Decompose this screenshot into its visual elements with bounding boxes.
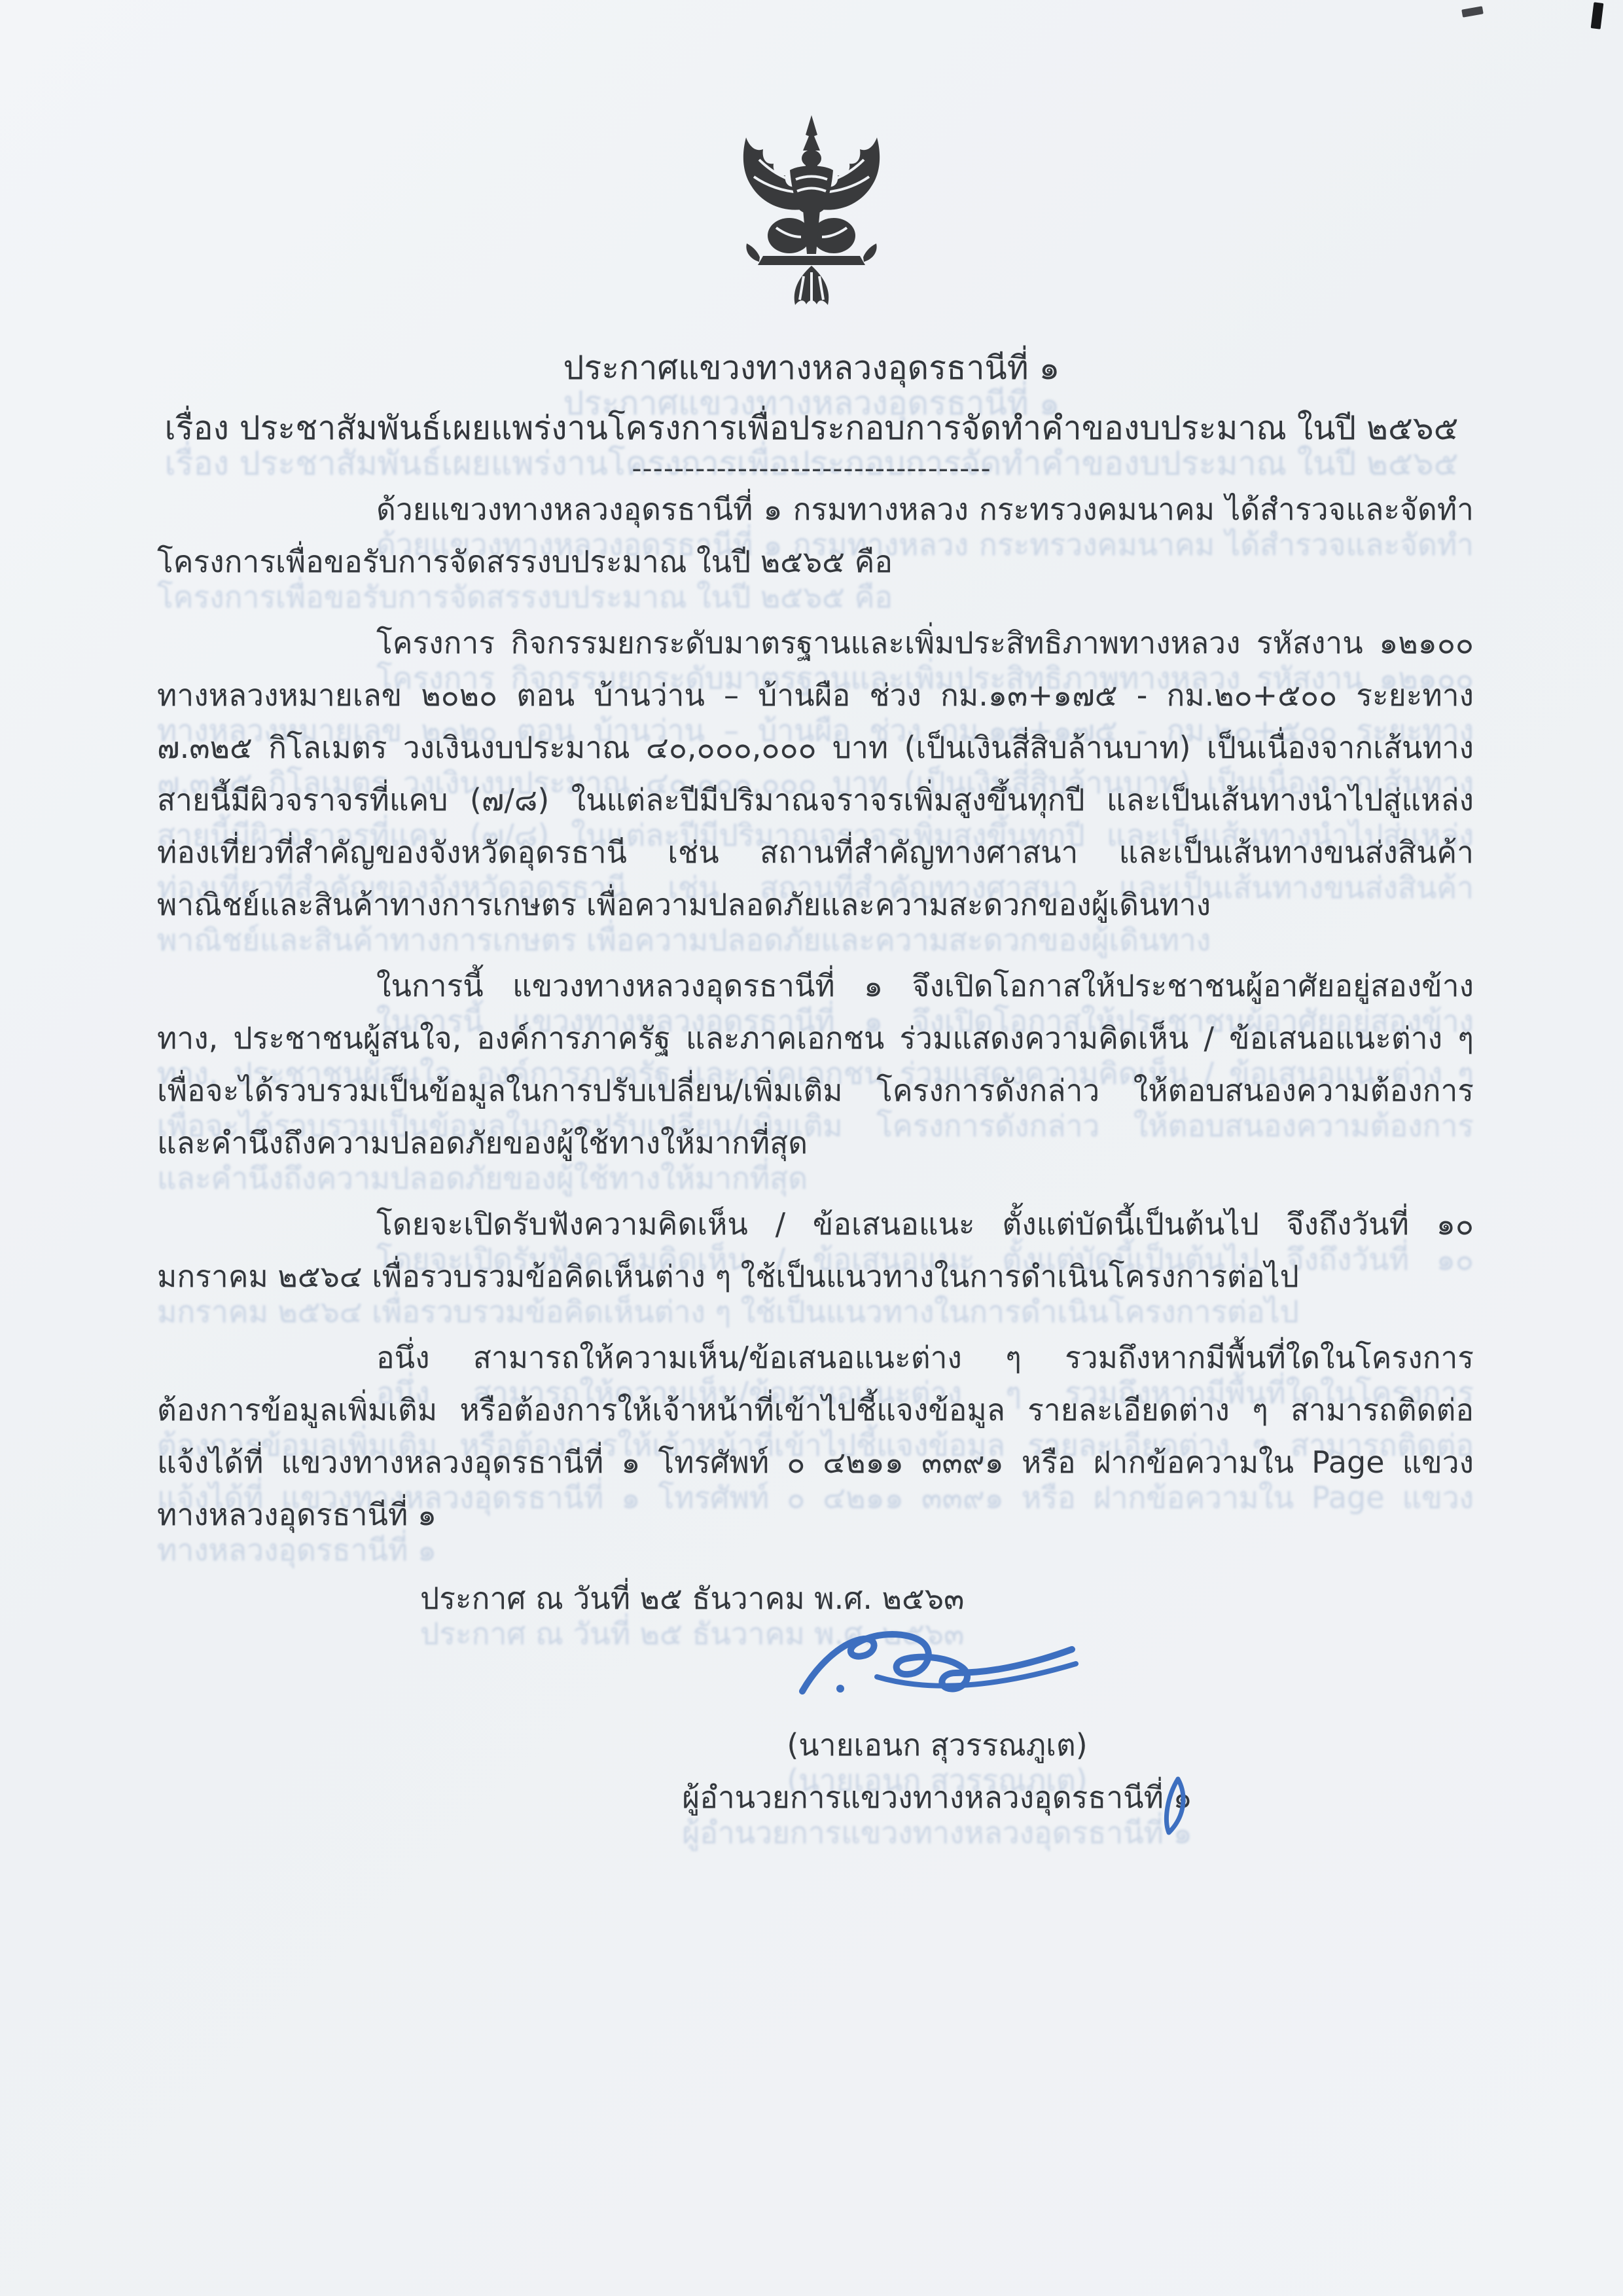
paragraph-public-hearing: ในการนี้ แขวงทางหลวงอุดรธานีที่ ๑ จึงเปิดโอกาสให้ประชาชนผู้อาศัยอยู่สองข้างทาง, ประชาชนผู้สนใจ, องค์การภาครัฐ และภาคเอกชน ร่วมแสดงความคิดเห็น / ข้อเสนอแนะต่าง ๆ เพื่อจะได้รวบรวมเป็นข้อมูลในการปรับเปลี่ยน/เพิ่มเติม โครงการดังกล่าว ให้ตอบสนองความต้องการและคำนึงถึงความปลอดภัยของผู้ใช้ทางให้มากที่สุด (157, 968, 1474, 1160)
document-subject: เรื่อง ประชาสัมพันธ์เผยแพร่งานโครงการเพื่อประกอบการจัดทำคำของบประมาณ ในปี ๒๕๖๕ (164, 409, 1459, 447)
scan-artifact (1461, 6, 1484, 17)
pen-mark-icon (1150, 1775, 1196, 1837)
paragraph-intro: ด้วยแขวงทางหลวงอุดรธานีที่ ๑ กรมทางหลวง กระทรวงคมนาคม ได้สำรวจและจัดทำโครงการเพื่อขอรับการจัดสรรงบประมาณ ในปี ๒๕๖๕ คือ (157, 492, 1474, 579)
signature-ink-icon (780, 1611, 1094, 1726)
paragraph-project-details: โครงการ กิจกรรมยกระดับมาตรฐานและเพิ่มประสิทธิภาพทางหลวง รหัสงาน ๑๒๑๐๐ ทางหลวงหมายเลข ๒๐๒๐ ตอน บ้านว่าน – บ้านผือ ช่วง กม.๑๓+๑๗๕ - กม.๒๐+๕๐๐ ระยะทาง ๗.๓๒๕ กิโลเมตร วงเงินงบประมาณ ๔๐,๐๐๐,๐๐๐ บาท (เป็นเงินสี่สิบล้านบาท) เป็นเนื่องจากเส้นทางสายนี้มีผิวจราจรที่แคบ (๗/๘) ในแต่ละปีมีปริมาณจราจรเพิ่มสูงขึ้นทุกปี และเป็นเส้นทางนำไปสู่แหล่งท่องเที่ยวที่สำคัญของจังหวัดอุดรธานี เช่น สถานที่สำคัญทางศาสนา และเป็นเส้นทางขนส่งสินค้าพาณิชย์และสินค้าทางการเกษตร เพื่อความปลอดภัยและความสะดวกของผู้เดินทาง (157, 625, 1474, 922)
garuda-emblem-icon (726, 113, 897, 309)
paragraph-comment-period: โดยจะเปิดรับฟังความคิดเห็น / ข้อเสนอแนะ ตั้งแต่บัดนี้เป็นต้นไป จึงถึงวันที่ ๑๐ มกราคม ๒๕๖๔ เพื่อรวบรวมข้อคิดเห็นต่าง ๆ ใช้เป็นแนวทางในการดำเนินโครงการต่อไป (157, 1206, 1474, 1294)
signatory-title: ผู้อำนวยการแขวงทางหลวงอุดรธานีที่ ๑ (682, 1780, 1192, 1815)
signature-block (656, 1719, 1219, 1823)
document-body (157, 483, 1474, 1624)
signatory-name: (นายเอนก สุวรรณภูเต) (787, 1727, 1088, 1763)
scan-artifact (1591, 2, 1604, 29)
divider-dashes: ---------------------------------- (632, 452, 991, 484)
announcement-date-line: ประกาศ ณ วันที่ ๒๕ ธันวาคม พ.ศ. ๒๕๖๓ (420, 1581, 965, 1616)
paragraph-contact-info: อนึ่ง สามารถให้ความเห็น/ข้อเสนอแนะต่าง ๆ รวมถึงหากมีพื้นที่ใดในโครงการ ต้องการข้อมูลเพิ่มเติม หรือต้องการให้เจ้าหน้าที่เข้าไปชี้แจงข้อมูล รายละเอียดต่าง ๆ สามารถติดต่อแจ้งได้ที่ แขวงทางหลวงอุดรธานีที่ ๑ โทรศัพท์ ๐ ๔๒๑๑ ๓๓๙๑ หรือ ฝากข้อความใน Page แขวงทางหลวงอุดรธานีที่ ๑ (157, 1340, 1474, 1532)
document-title: ประกาศแขวงทางหลวงอุดรธานีที่ ๑ (563, 349, 1060, 387)
